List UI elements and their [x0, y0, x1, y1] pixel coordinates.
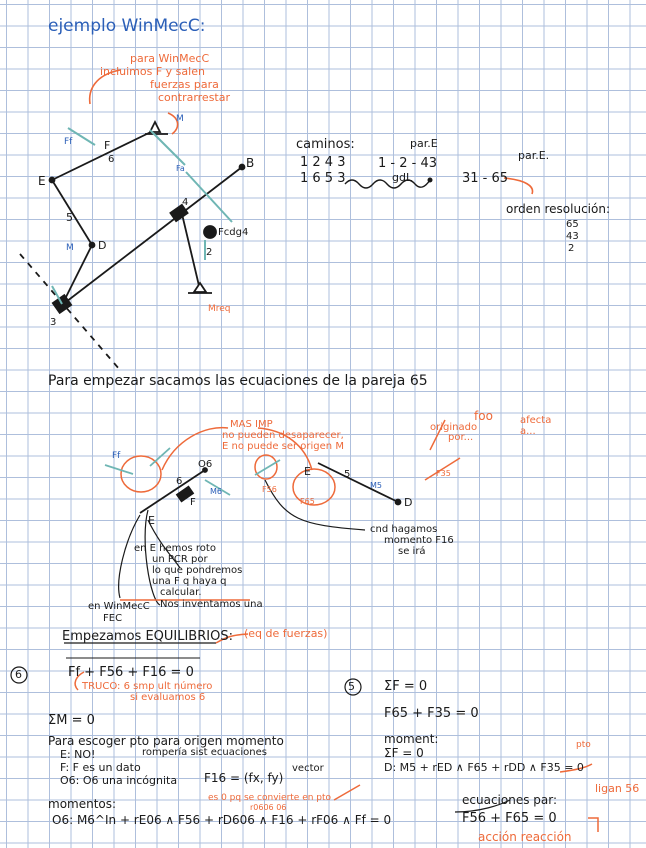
afecta-2: a... [520, 426, 536, 437]
label-6: 6 [108, 154, 115, 165]
label-F35: F35 [436, 469, 451, 478]
label-4: 4 [182, 197, 189, 208]
squiggle [345, 180, 430, 188]
label-F65: F65 [300, 497, 315, 506]
romperia: rompería sist ecuaciones [142, 747, 267, 758]
en-e-2: un PCR por [152, 554, 208, 565]
en-e-5: calcular. [160, 587, 202, 598]
label-Ff: Ff [64, 137, 73, 147]
intro-text: Para empezar sacamos las ecuaciones de la pareja 65 [48, 373, 428, 389]
eq-5: F65 + F35 = 0 [384, 706, 479, 721]
label-Fa: Fa [176, 164, 185, 173]
orden-3: 2 [568, 243, 575, 254]
mas-imp-2: no pueden desaparecer, [222, 430, 344, 441]
o6-equation: O6: M6^In + rE06 ∧ F56 + rD606 ∧ F16 + rF06 ∧ Ff = 0 [52, 813, 392, 827]
truco-2: si evaluamos 6 [130, 692, 206, 703]
en-winmecc: en WinMecC [88, 601, 150, 612]
teal-forces-1 [52, 128, 232, 304]
r-labels: r0606 06 [250, 803, 287, 812]
par-e-2: par.E. [518, 149, 550, 162]
orden-2: 43 [566, 231, 579, 242]
pto-label: pto [576, 740, 591, 750]
originado-1: originado [430, 422, 478, 433]
item-O6: O6: O6 una incógnita [60, 774, 178, 787]
mas-imp-3: E no puede ser origen M [222, 441, 344, 452]
item-E: E: NO! [60, 748, 96, 761]
label-M6: M6 [210, 487, 222, 496]
link-5-2 [318, 463, 398, 502]
truco-1: TRUCO: 6 smp ult número [82, 681, 213, 692]
label-5-2: 5 [344, 469, 351, 480]
teal-forces-2 [105, 448, 280, 495]
momentos-label: momentos: [48, 797, 117, 811]
label-E-2b: E [304, 465, 311, 478]
eq-fuerzas-note: (eq de fuerzas) [244, 627, 328, 640]
label-M-left: M [66, 243, 74, 253]
gdl-label: gdL [392, 171, 413, 184]
gdl-seq: 1 - 2 - 43 [378, 156, 437, 171]
d-equation: D: M5 + rED ∧ F65 + rDD ∧ F35 = 0 [384, 761, 584, 774]
label-5: 5 [66, 211, 73, 224]
mechanism-diagram-1 [20, 122, 245, 370]
label-F-2: F [190, 497, 196, 508]
note-top-3: fuerzas para [150, 78, 219, 91]
f16-vector: F16 = (fx, fy) [204, 771, 284, 785]
nos-inventamos: Nos inventamos una [160, 599, 263, 610]
fec-label: FEC [103, 613, 123, 624]
sumf2: ΣF = 0 [384, 746, 424, 760]
sumf-5: ΣF = 0 [384, 679, 428, 694]
circle-6-label: 6 [15, 668, 22, 681]
label-3: 3 [50, 317, 57, 328]
seq2: 31 - 65 [462, 171, 509, 186]
cnd-3: se irá [398, 546, 426, 557]
label-6-2: 6 [176, 476, 183, 487]
link-5b [62, 245, 92, 305]
label-F: F [104, 139, 111, 152]
label-D: D [98, 239, 107, 252]
sum-m: ΣM = 0 [48, 713, 95, 728]
accion-reaccion: acción reacción [478, 830, 572, 844]
equilibrios-heading: Empezamos EQUILIBRIOS: [62, 629, 233, 644]
moment-label: moment: [384, 732, 439, 746]
label-E-2a: E [148, 514, 155, 527]
label-Mreq: Mreq [208, 304, 231, 314]
es-nota: es 0 pq se convierte en pto [208, 793, 332, 803]
en-e-4: una F q haya q [152, 576, 227, 587]
caminos-row2: 1 6 5 3 [300, 171, 346, 186]
label-E: E [38, 174, 46, 188]
label-M-top: M [176, 114, 184, 124]
en-e-3: lo que pondremos [152, 565, 243, 576]
label-Ff-2: Ff [112, 451, 121, 461]
foo-label: foo [474, 409, 493, 423]
cnd-2: momento F16 [384, 535, 454, 546]
cnd-1: cnd hagamos [370, 524, 438, 535]
label-M5: M5 [370, 481, 382, 490]
item-F: F: F es un dato [60, 761, 141, 774]
note-top-1: para WinMecC [130, 52, 210, 65]
label-F56: F56 [262, 485, 277, 494]
label-D-2: D [404, 496, 413, 509]
ligan-56: ligan 56 [595, 782, 640, 795]
note-top-4: contrarrestar [158, 91, 231, 104]
label-fcdg4: Fcdg4 [218, 227, 249, 238]
ecuaciones-par: ecuaciones par: [462, 793, 558, 807]
label-B: B [246, 156, 255, 170]
mas-imp-1: MAS IMP [230, 419, 273, 430]
orden-label: orden resolución: [506, 202, 610, 216]
afecta-1: afecta [520, 415, 552, 426]
vector-label: vector [292, 763, 324, 774]
mass-cdg4 [204, 226, 216, 238]
orden-1: 65 [566, 219, 579, 230]
caminos-row1: 1 2 4 3 [300, 155, 346, 170]
par-equation: F56 + F65 = 0 [462, 811, 557, 826]
link-2 [182, 214, 200, 290]
caminos-label: caminos: [296, 137, 355, 152]
originado-2: por... [448, 432, 474, 443]
par-e-1: par.E [410, 137, 438, 150]
label-2: 2 [206, 247, 213, 258]
pivot-bottom [194, 283, 206, 292]
escoger-text: Para escoger pto para origen momento [48, 734, 284, 748]
circle-5-label: 5 [348, 680, 355, 693]
en-e-1: en E hemos roto [134, 543, 216, 554]
note-top-2: incluimos F y salen [100, 65, 205, 78]
page-title: ejemplo WinMecC: [48, 16, 206, 36]
eq1: Ff + F56 + F16 = 0 [68, 665, 194, 680]
label-O6: O6 [198, 459, 213, 470]
